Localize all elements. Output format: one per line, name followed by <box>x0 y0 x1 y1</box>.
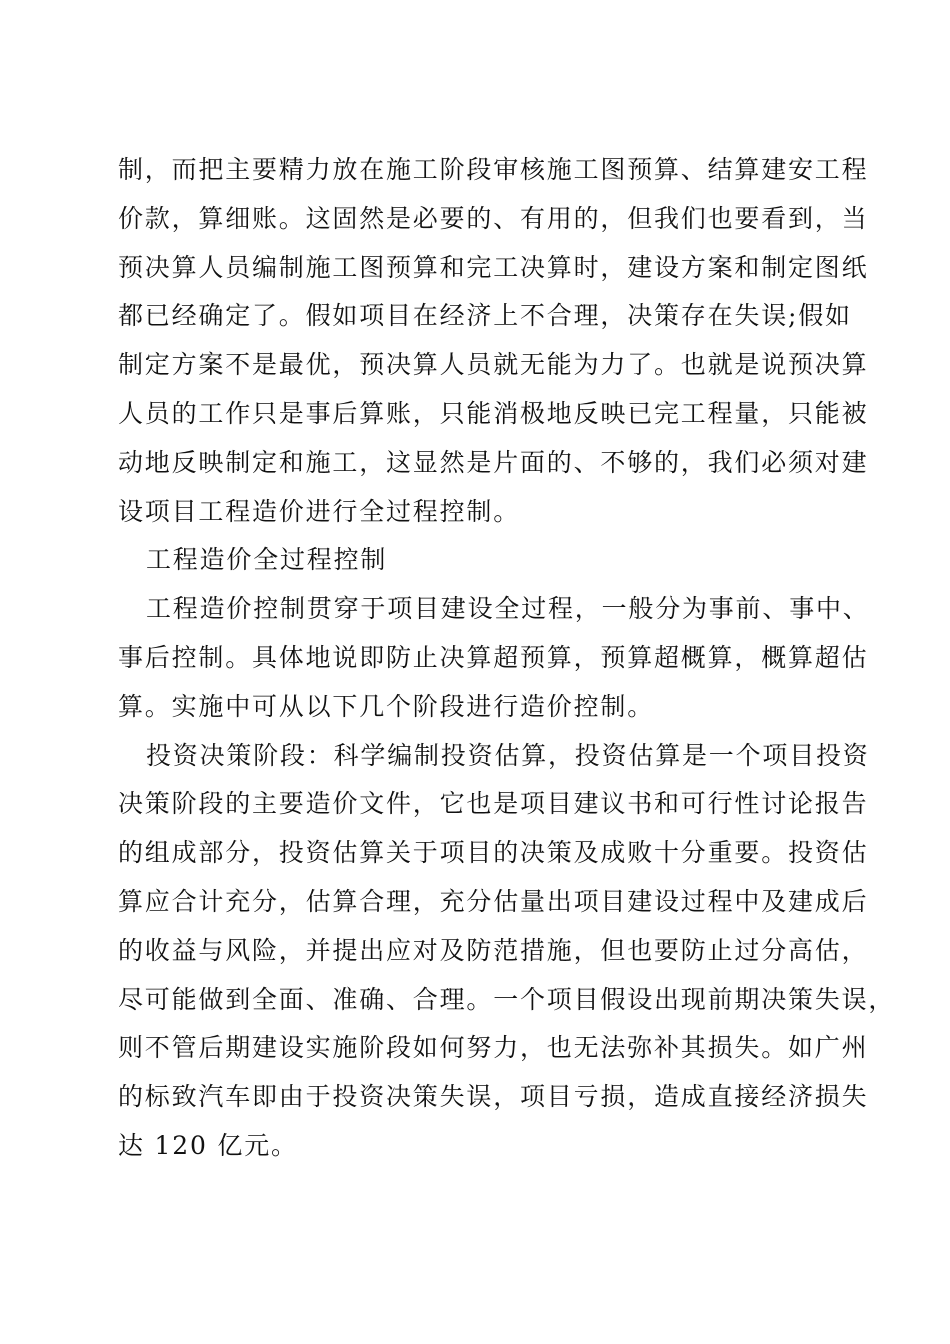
paragraph-line: 设项目工程造价进行全过程控制。 <box>118 496 521 526</box>
paragraph-line: 则不管后期建设实施阶段如何努力，也无法弥补其损失。如广州 <box>118 1033 869 1063</box>
paragraph-line: 的标致汽车即由于投资决策失误，项目亏损，造成直接经济损失 <box>118 1082 869 1112</box>
paragraph-line: 预决算人员编制施工图预算和完工决算时，建设方案和制定图纸 <box>118 252 869 282</box>
paragraph-line: 人员的工作只是事后算账，只能消极地反映已完工程量，只能被 <box>118 398 869 428</box>
paragraph-line: 都已经确定了。假如项目在经济上不合理，决策存在失误;假如 <box>118 301 852 331</box>
paragraph-line: 工程造价控制贯穿于项目建设全过程，一般分为事前、事中、 <box>146 594 870 624</box>
paragraph-line: 的组成部分，投资估算关于项目的决策及成败十分重要。投资估 <box>118 838 869 868</box>
paragraph-line: 投资决策阶段：科学编制投资估算，投资估算是一个项目投资 <box>146 740 870 770</box>
paragraph-line: 达 120 亿元。 <box>118 1130 298 1160</box>
section-heading: 工程造价全过程控制 <box>146 545 388 575</box>
paragraph-line: 事后控制。具体地说即防止决算超预算，预算超概算，概算超估 <box>118 642 869 672</box>
document-body <box>118 146 896 1171</box>
paragraph-line: 算应合计充分，估算合理，充分估量出项目建设过程中及建成后 <box>118 886 869 916</box>
paragraph-line: 算。实施中可从以下几个阶段进行造价控制。 <box>118 691 655 721</box>
paragraph-line: 价款，算细账。这固然是必要的、有用的，但我们也要看到，当 <box>118 203 869 233</box>
paragraph-line: 制，而把主要精力放在施工阶段审核施工图预算、结算建安工程 <box>118 155 869 184</box>
paragraph-line: 的收益与风险，并提出应对及防范措施，但也要防止过分高估， <box>118 935 869 965</box>
paragraph-line: 尽可能做到全面、准确、合理。一个项目假设出现前期决策失误， <box>118 984 896 1014</box>
paragraph-line: 制定方案不是最优，预决算人员就无能为力了。也就是说预决算 <box>118 350 869 380</box>
paragraph-line: 决策阶段的主要造价文件，它也是项目建议书和可行性讨论报告 <box>118 789 869 819</box>
paragraph-line: 动地反映制定和施工，这显然是片面的、不够的，我们必须对建 <box>118 447 869 477</box>
